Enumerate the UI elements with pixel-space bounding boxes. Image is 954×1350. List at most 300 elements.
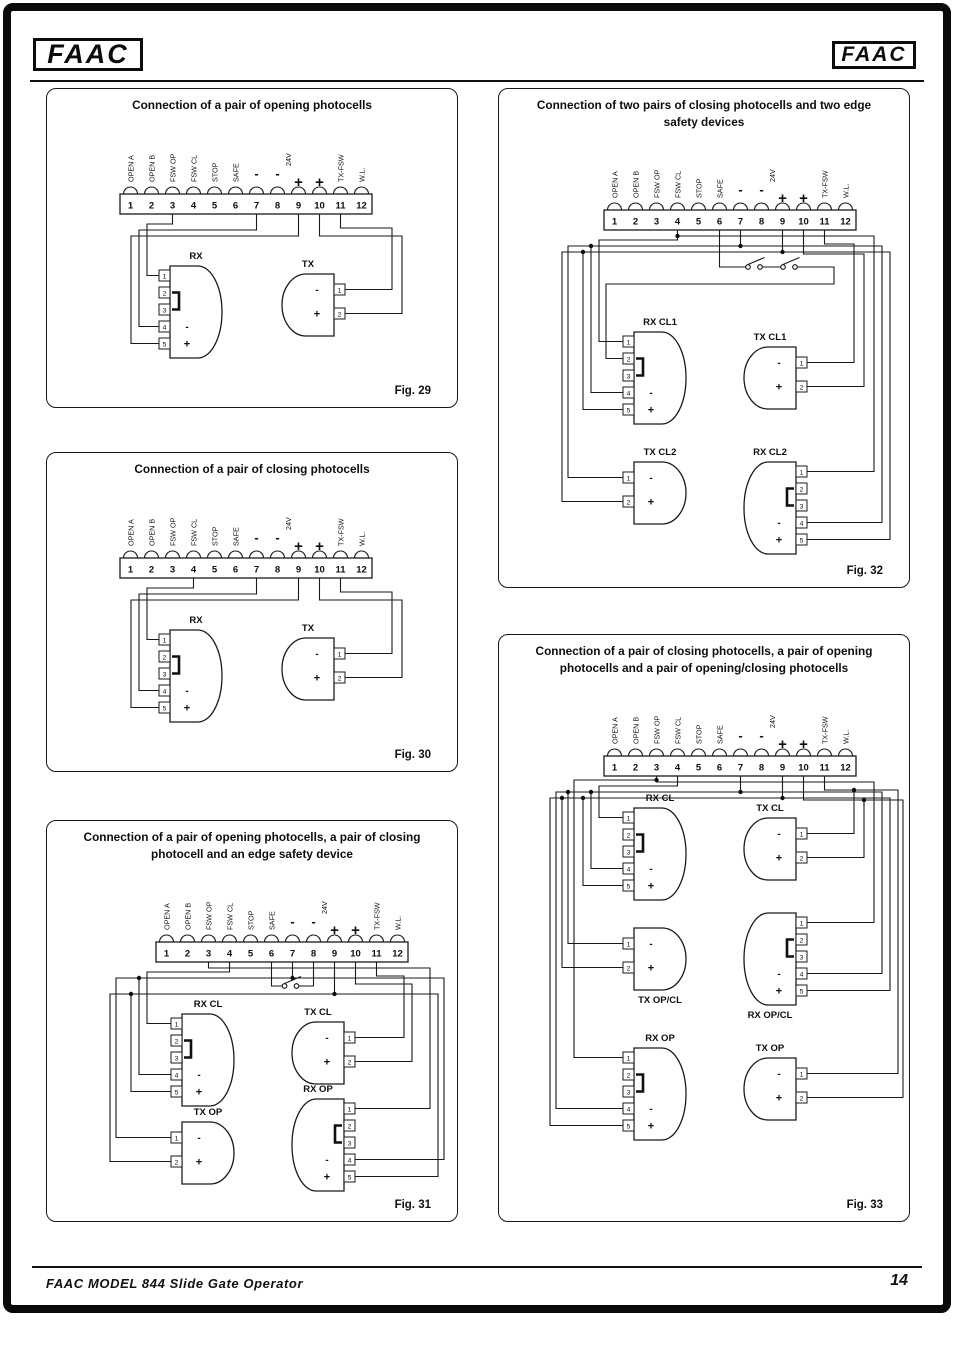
figure-panel-fig32 — [498, 88, 910, 588]
terminal-label: TX-FSW — [336, 517, 346, 546]
terminal-screw-icon — [265, 935, 279, 942]
terminal-number: 12 — [840, 762, 851, 774]
terminal-number: 10 — [798, 762, 809, 774]
device-terminal-number: 4 — [799, 520, 804, 528]
device-terminal-number: 5 — [799, 537, 804, 545]
photocell-rx-body — [634, 1048, 686, 1140]
terminal-screw-icon — [208, 551, 222, 558]
minus-sign: - — [315, 648, 319, 660]
device-label: TX CL — [304, 1007, 332, 1019]
terminal-label: W.L. — [841, 729, 851, 745]
photocell-rx-body — [170, 266, 222, 358]
faac-logo-small — [832, 41, 916, 69]
minus-sign: - — [759, 728, 764, 744]
minus-sign: - — [777, 829, 781, 841]
device-terminal-number: 2 — [162, 289, 167, 297]
edge-contact-icon — [746, 265, 751, 270]
terminal-number: 8 — [274, 200, 281, 212]
terminal-label: STOP — [694, 724, 704, 745]
terminal-strip — [604, 756, 856, 776]
terminal-screw-icon — [307, 935, 321, 942]
terminal-label-24v: 24V — [284, 516, 293, 530]
terminal-screw-icon — [713, 749, 727, 756]
plus-sign: + — [775, 1092, 783, 1105]
photocell-tx-body — [744, 1058, 796, 1120]
terminal-label: STOP — [210, 526, 220, 546]
terminal-screw-icon — [755, 749, 769, 756]
terminal-screw-icon — [187, 187, 201, 194]
device-label: RX CL — [193, 999, 223, 1011]
figure-title: Connection of two pairs of closing photocells and two edge safety devices — [536, 98, 872, 129]
terminal-screw-icon — [629, 203, 643, 210]
minus-sign: - — [738, 182, 743, 198]
terminal-number: 12 — [840, 216, 851, 228]
terminal-number: 4 — [190, 200, 197, 212]
header-rule — [30, 80, 924, 82]
wiring-diagram-fig31 — [52, 864, 452, 1199]
terminal-number: 7 — [737, 216, 744, 228]
device-terminal-number: 2 — [626, 499, 631, 507]
terminal-label: OPEN A — [610, 717, 620, 745]
device-label: TX OP — [755, 1043, 785, 1055]
plus-sign: + — [195, 1156, 203, 1169]
terminal-number: 8 — [274, 564, 281, 576]
minus-sign: - — [290, 914, 295, 930]
terminal-label: STOP — [210, 162, 220, 182]
wiring-diagram-fig30 — [52, 480, 452, 738]
plus-sign: + — [778, 736, 787, 754]
device-label: RX OP — [303, 1084, 333, 1096]
terminal-screw-icon — [145, 551, 159, 558]
device-label: TX CL1 — [753, 332, 787, 344]
terminal-number: 11 — [819, 762, 830, 774]
minus-sign: - — [777, 969, 781, 981]
photocell-tx-body — [282, 274, 334, 336]
edge-contact-lever-icon — [783, 258, 800, 265]
wire — [562, 252, 623, 502]
terminal-number: 9 — [331, 948, 338, 960]
figure-title: Connection of a pair of closing photocells, a pair of opening photocells and a pair of opening/closing photocells — [535, 644, 873, 675]
figure-title: Connection of a pair of opening photocells — [132, 98, 372, 112]
terminal-number: 11 — [819, 216, 830, 228]
device-label: RX OP — [645, 1033, 675, 1045]
faac-logo-text: FAAC — [841, 43, 907, 66]
terminal-label: FSW OP — [652, 169, 662, 199]
terminal-label: FSW OP — [204, 901, 214, 931]
terminal-screw-icon — [229, 187, 243, 194]
terminal-label: W.L. — [357, 167, 367, 182]
device-terminal-number: 2 — [799, 1095, 804, 1103]
device-label: RX CL2 — [753, 447, 787, 459]
minus-sign: - — [311, 914, 316, 930]
terminal-screw-icon — [839, 749, 853, 756]
wire — [341, 214, 393, 290]
device-label: TX OP/CL — [638, 995, 682, 1007]
photocell-rx-body — [292, 1099, 344, 1191]
plus-sign: + — [351, 922, 360, 940]
terminal-strip — [604, 210, 856, 230]
wire — [807, 800, 903, 1098]
device-terminal-number: 3 — [162, 670, 167, 678]
junction-dot — [129, 992, 133, 996]
terminal-label: FSW CL — [225, 902, 235, 931]
terminal-screw-icon — [734, 749, 748, 756]
device-terminal-number: 1 — [799, 360, 804, 368]
photocell-tx-body — [292, 1022, 344, 1084]
photocell-rx-body — [182, 1014, 234, 1106]
plus-sign: + — [647, 962, 655, 975]
device-terminal-number: 4 — [626, 1106, 631, 1114]
terminal-label: SAFE — [267, 911, 277, 931]
terminal-number: 9 — [779, 216, 786, 228]
terminal-label: FSW CL — [189, 518, 199, 546]
terminal-number: 9 — [295, 564, 302, 576]
device-terminal-number: 1 — [337, 286, 342, 294]
terminal-number: 3 — [169, 200, 176, 212]
terminal-screw-icon — [629, 749, 643, 756]
minus-sign: - — [185, 685, 189, 697]
figure-caption: Fig. 33 — [846, 1199, 883, 1211]
minus-sign: - — [325, 1033, 329, 1045]
device-terminal-number: 2 — [162, 653, 167, 661]
device-terminal-number: 1 — [799, 1071, 804, 1079]
terminal-label: OPEN A — [610, 171, 620, 199]
plus-sign: + — [647, 1120, 655, 1133]
terminal-number: 7 — [737, 762, 744, 774]
photocell-rx-body — [634, 808, 686, 900]
device-terminal-number: 5 — [799, 988, 804, 996]
terminal-screw-icon — [124, 551, 138, 558]
terminal-screw-icon — [692, 203, 706, 210]
device-terminal-number: 3 — [799, 503, 804, 511]
wiring-diagram-fig29 — [52, 116, 452, 374]
terminal-label: FSW OP — [168, 153, 178, 182]
terminal-screw-icon — [734, 203, 748, 210]
terminal-label: FSW OP — [168, 517, 178, 546]
terminal-label-24v: 24V — [768, 169, 777, 183]
terminal-number: 2 — [632, 762, 639, 774]
terminal-screw-icon — [124, 187, 138, 194]
plus-sign: + — [647, 880, 655, 893]
terminal-screw-icon — [334, 551, 348, 558]
device-terminal-number: 2 — [174, 1038, 179, 1046]
terminal-label: SAFE — [231, 526, 241, 546]
photocell-tx-body — [744, 347, 796, 409]
device-terminal-number: 1 — [799, 920, 804, 928]
terminal-screw-icon — [608, 203, 622, 210]
device-terminal-number: 2 — [337, 674, 342, 682]
terminal-screw-icon — [271, 551, 285, 558]
device-terminal-number: 2 — [799, 384, 804, 392]
terminal-label: OPEN B — [631, 716, 641, 745]
wires — [110, 962, 444, 1177]
device-terminal-number: 1 — [626, 475, 631, 483]
device-terminal-number: 1 — [626, 339, 631, 347]
device-terminal-number: 1 — [162, 272, 167, 280]
wire — [807, 230, 854, 363]
junction-dot — [738, 790, 742, 794]
terminal-label: FSW OP — [652, 715, 662, 745]
wiring-diagram-fig32 — [504, 132, 904, 562]
terminal-number: 8 — [310, 948, 317, 960]
terminal-number: 1 — [127, 564, 134, 576]
edge-contact-icon — [781, 265, 786, 270]
terminal-number: 4 — [674, 216, 681, 228]
plus-sign: + — [778, 190, 787, 208]
device-label: RX — [189, 250, 203, 262]
device-terminal-number: 5 — [626, 883, 631, 891]
wire — [110, 994, 171, 1162]
terminal-number: 5 — [695, 762, 702, 774]
terminal-screw-icon — [250, 187, 264, 194]
device-terminal-number: 4 — [626, 390, 631, 398]
figure-panel-fig29 — [46, 88, 458, 408]
junction-dot — [738, 244, 742, 248]
device-terminal-number: 1 — [626, 941, 631, 949]
wire — [556, 792, 623, 1109]
figure-caption: Fig. 31 — [394, 1199, 431, 1211]
terminal-screw-icon — [391, 935, 405, 942]
terminal-label: STOP — [246, 910, 256, 931]
device-terminal-number: 3 — [347, 1140, 352, 1148]
terminal-label: OPEN A — [126, 154, 136, 182]
minus-sign: - — [325, 1155, 329, 1167]
plus-sign: + — [294, 173, 303, 191]
minus-sign: - — [777, 358, 781, 370]
figure-caption: Fig. 29 — [394, 385, 431, 397]
terminal-screw-icon — [713, 203, 727, 210]
terminal-screw-icon — [166, 551, 180, 558]
device-terminal-number: 5 — [162, 704, 167, 712]
terminal-screw-icon — [818, 203, 832, 210]
device-terminal-number: 2 — [337, 310, 342, 318]
photocell-rx-body — [744, 462, 796, 554]
plus-sign: + — [323, 1056, 331, 1069]
junction-dot — [137, 976, 141, 980]
device-terminal-number: 4 — [799, 971, 804, 979]
minus-sign: - — [777, 1069, 781, 1081]
wire — [568, 246, 623, 478]
page-number: 14 — [890, 1272, 908, 1289]
footer-title: FAAC MODEL 844 Slide Gate Operator — [46, 1276, 304, 1291]
terminal-label: SAFE — [715, 725, 725, 745]
figure-title: Connection of a pair of opening photocells, a pair of closing photocell and an edge safety device — [83, 830, 421, 861]
terminal-screw-icon — [160, 935, 174, 942]
terminal-number: 5 — [247, 948, 254, 960]
terminal-screw-icon — [229, 551, 243, 558]
device-terminal-number: 3 — [626, 849, 631, 857]
minus-sign: - — [254, 529, 259, 545]
terminal-number: 5 — [211, 200, 218, 212]
edge-contact-icon — [758, 265, 763, 270]
terminal-number: 10 — [314, 564, 325, 576]
photocell-rx-body — [170, 630, 222, 722]
figure-panel-fig30 — [46, 452, 458, 772]
device-terminal-number: 1 — [626, 1055, 631, 1063]
device-terminal-number: 3 — [626, 1089, 631, 1097]
device-terminal-number: 4 — [174, 1072, 179, 1080]
minus-sign: - — [275, 165, 280, 181]
device-label: TX OP — [193, 1107, 223, 1119]
terminal-screw-icon — [692, 749, 706, 756]
plus-sign: + — [799, 190, 808, 208]
figure-caption: Fig. 32 — [846, 565, 883, 577]
device-terminal-number: 1 — [347, 1106, 352, 1114]
minus-sign: - — [649, 864, 653, 876]
device-terminal-number: 1 — [799, 469, 804, 477]
terminal-screw-icon — [250, 551, 264, 558]
terminal-screw-icon — [187, 551, 201, 558]
device-terminal-number: 3 — [799, 954, 804, 962]
terminal-screw-icon — [355, 187, 369, 194]
wire — [568, 792, 623, 944]
device-terminal-number: 5 — [347, 1174, 352, 1182]
terminal-label: OPEN B — [631, 170, 641, 199]
wire — [355, 962, 404, 1038]
device-terminal-number: 1 — [799, 831, 804, 839]
minus-sign: - — [185, 321, 189, 333]
plus-sign: + — [647, 496, 655, 509]
terminal-label-24v: 24V — [320, 901, 329, 915]
photocell-rx-body — [634, 332, 686, 424]
terminal-number: 11 — [335, 564, 346, 576]
faac-logo-text: FAAC — [47, 39, 129, 69]
wire — [335, 994, 439, 1177]
device-label: TX — [301, 258, 315, 270]
wire — [272, 962, 283, 986]
device-terminal-number: 1 — [347, 1035, 352, 1043]
terminal-number: 12 — [392, 948, 403, 960]
terminal-number: 4 — [674, 762, 681, 774]
terminal-label: TX-FSW — [336, 153, 346, 182]
device-terminal-number: 1 — [174, 1135, 179, 1143]
terminal-number: 7 — [289, 948, 296, 960]
device-label: RX CL — [645, 793, 675, 805]
minus-sign: - — [759, 182, 764, 198]
wire — [116, 978, 171, 1138]
plus-sign: + — [315, 173, 324, 191]
photocell-tx-body — [182, 1122, 234, 1184]
figure-title: Connection of a pair of closing photocells — [134, 462, 370, 476]
terminal-number: 2 — [148, 200, 155, 212]
minus-sign: - — [649, 1104, 653, 1116]
terminal-label: TX-FSW — [820, 716, 830, 745]
minus-sign: - — [738, 728, 743, 744]
device-terminal-number: 4 — [347, 1157, 352, 1165]
terminal-screw-icon — [755, 203, 769, 210]
edge-contact-icon — [294, 984, 299, 989]
device-terminal-number: 2 — [799, 937, 804, 945]
terminal-number: 3 — [169, 564, 176, 576]
device-terminal-number: 5 — [626, 407, 631, 415]
plus-sign: + — [330, 922, 339, 940]
device-terminal-number: 4 — [162, 323, 167, 331]
terminal-label: OPEN A — [126, 518, 136, 546]
terminal-number: 8 — [758, 216, 765, 228]
terminal-number: 10 — [314, 200, 325, 212]
terminal-label: FSW CL — [673, 716, 683, 745]
photocell-rx-body — [744, 913, 796, 1005]
junction-dot — [675, 234, 679, 238]
terminal-label: FSW CL — [189, 154, 199, 182]
device-terminal-number: 3 — [626, 373, 631, 381]
minus-sign: - — [275, 529, 280, 545]
terminal-number: 9 — [779, 762, 786, 774]
terminal-number: 10 — [350, 948, 361, 960]
terminal-screw-icon — [334, 187, 348, 194]
figure-panel-fig31 — [46, 820, 458, 1222]
plus-sign: + — [775, 534, 783, 547]
terminal-screw-icon — [244, 935, 258, 942]
terminal-number: 1 — [611, 762, 618, 774]
device-terminal-number: 2 — [347, 1123, 352, 1131]
terminal-number: 6 — [232, 564, 239, 576]
terminal-label: OPEN A — [162, 903, 172, 931]
terminal-number: 5 — [211, 564, 218, 576]
device-terminal-number: 3 — [162, 306, 167, 314]
terminal-screw-icon — [608, 749, 622, 756]
terminal-label: STOP — [694, 178, 704, 199]
junction-dot — [581, 796, 585, 800]
junction-dot — [581, 250, 585, 254]
wire — [807, 790, 898, 1074]
terminal-screw-icon — [818, 749, 832, 756]
device-terminal-number: 2 — [799, 486, 804, 494]
junction-dot — [560, 796, 564, 800]
junction-dot — [332, 992, 336, 996]
junction-dot — [589, 244, 593, 248]
device-label: TX CL — [756, 803, 784, 815]
terminal-number: 4 — [190, 564, 197, 576]
terminal-number: 6 — [716, 216, 723, 228]
photocell-tx-body — [282, 638, 334, 700]
junction-dot — [780, 796, 784, 800]
device-terminal-number: 1 — [162, 636, 167, 644]
wiring-diagram-fig33 — [504, 678, 904, 1188]
terminal-screw-icon — [355, 551, 369, 558]
minus-sign: - — [777, 518, 781, 530]
wire — [550, 798, 623, 1126]
terminal-strip — [156, 942, 408, 962]
terminal-number: 6 — [232, 200, 239, 212]
terminal-screw-icon — [671, 749, 685, 756]
terminal-number: 11 — [335, 200, 346, 212]
terminal-label: SAFE — [231, 162, 241, 182]
device-terminal-number: 5 — [626, 1123, 631, 1131]
wire — [562, 798, 623, 968]
terminal-screw-icon — [370, 935, 384, 942]
terminal-label: SAFE — [715, 179, 725, 199]
terminal-number: 2 — [184, 948, 191, 960]
terminal-number: 1 — [611, 216, 618, 228]
terminal-number: 10 — [798, 216, 809, 228]
junction-dot — [589, 790, 593, 794]
terminal-screw-icon — [145, 187, 159, 194]
device-terminal-number: 2 — [626, 1072, 631, 1080]
terminal-number: 6 — [268, 948, 275, 960]
device-label: RX CL1 — [643, 317, 677, 329]
device-label: RX — [189, 614, 203, 626]
minus-sign: - — [649, 939, 653, 951]
plus-sign: + — [294, 537, 303, 555]
device-terminal-number: 1 — [626, 815, 631, 823]
terminal-strip — [120, 558, 372, 578]
terminal-label: W.L. — [393, 915, 403, 931]
minus-sign: - — [315, 284, 319, 296]
device-label: RX OP/CL — [747, 1010, 793, 1022]
plus-sign: + — [799, 736, 808, 754]
faac-logo — [33, 38, 143, 71]
